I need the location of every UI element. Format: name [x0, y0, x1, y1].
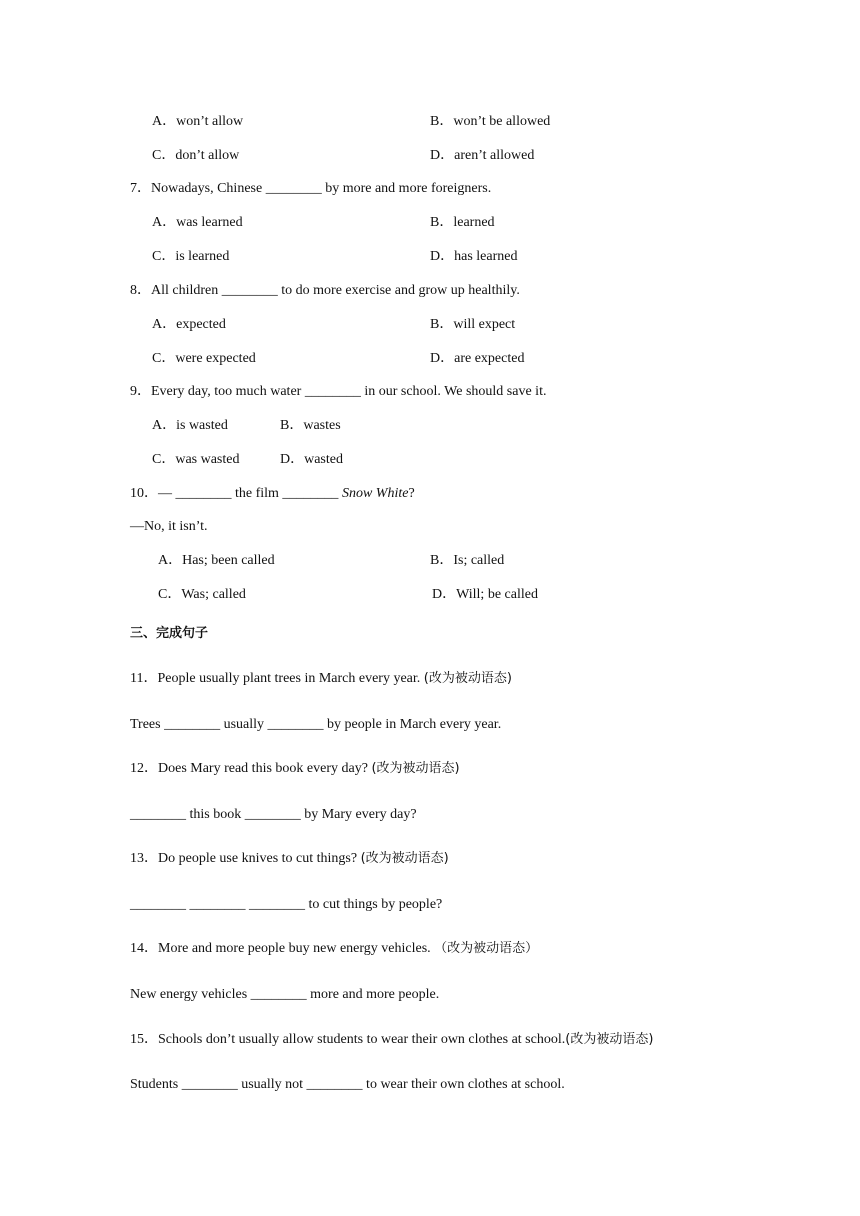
q7-option-c: C．is learned — [152, 249, 230, 264]
q10-answer-line: —No, it isn’t. — [130, 519, 208, 534]
q14-stem-text: 14．More and more people buy new energy vehicles. — [130, 941, 435, 956]
q8-option-c: C．were expected — [152, 351, 256, 366]
q7-option-a: A．was learned — [152, 215, 243, 230]
q12-stem-text: 12．Does Mary read this book every day? — [130, 761, 372, 776]
q10-option-c: C．Was; called — [158, 587, 246, 602]
q8-option-b: B．will expect — [430, 317, 516, 332]
q14-instruction: （改为被动语态） — [434, 941, 539, 956]
q11-answer: Trees ________ usually ________ by people in March every year. — [130, 717, 502, 732]
q7-stem: 7．Nowadays, Chinese ________ by more and more foreigners. — [130, 181, 492, 196]
q13-stem — [130, 850, 449, 868]
q7-option-b: B．learned — [430, 215, 495, 230]
q10-film-title: Snow White — [341, 486, 409, 501]
q9-option-d: D．wasted — [280, 452, 343, 467]
q6-option-b: B．won’t be allowed — [430, 114, 551, 129]
q13-stem-text: 13．Do people use knives to cut things? — [130, 851, 361, 866]
q9-option-b: B．wastes — [280, 418, 341, 433]
q12-stem — [130, 760, 460, 778]
q7-option-d: D．has learned — [430, 249, 518, 264]
q15-stem — [130, 1031, 653, 1049]
q10-stem-post: ? — [408, 486, 415, 501]
q9-option-a: A．is wasted — [152, 418, 228, 433]
q8-stem: 8．All children ________ to do more exercise and grow up healthily. — [130, 283, 520, 298]
q6-option-c: C．don’t allow — [152, 148, 240, 163]
q9-stem: 9．Every day, too much water ________ in our school. We should save it. — [130, 384, 547, 399]
q12-answer: ________ this book ________ by Mary every day? — [130, 807, 417, 822]
q10-stem-pre: 10．— ________ the film ________ — [130, 486, 342, 501]
q8-option-d: D．are expected — [430, 351, 525, 366]
q14-answer: New energy vehicles ________ more and more people. — [130, 987, 440, 1002]
q12-instruction: (改为被动语态) — [371, 761, 460, 776]
q15-answer: Students ________ usually not ________ to wear their own clothes at school. — [130, 1077, 565, 1092]
q13-instruction: (改为被动语态) — [360, 851, 449, 866]
q9-option-c: C．was wasted — [152, 452, 240, 467]
q10-option-b: B．Is; called — [430, 553, 505, 568]
section-3-title: 三、完成句子 — [130, 626, 209, 641]
q13-answer: ________ ________ ________ to cut things by people? — [130, 897, 443, 912]
q6-option-d: D．aren’t allowed — [430, 148, 535, 163]
q8-option-a: A．expected — [152, 317, 226, 332]
q11-stem — [130, 670, 512, 688]
q14-stem — [130, 940, 538, 958]
q15-instruction: (改为被动语态) — [565, 1032, 654, 1047]
q15-stem-text: 15．Schools don’t usually allow students to wear their own clothes at school. — [130, 1032, 566, 1047]
q10-option-d: D．Will; be called — [432, 587, 538, 602]
q10-stem — [130, 485, 415, 503]
q6-option-a: A．won’t allow — [152, 114, 244, 129]
q11-instruction: (改为被动语态) — [423, 671, 512, 686]
q10-option-a: A．Has; been called — [158, 553, 275, 568]
q11-stem-text: 11．People usually plant trees in March every year. — [130, 671, 424, 686]
